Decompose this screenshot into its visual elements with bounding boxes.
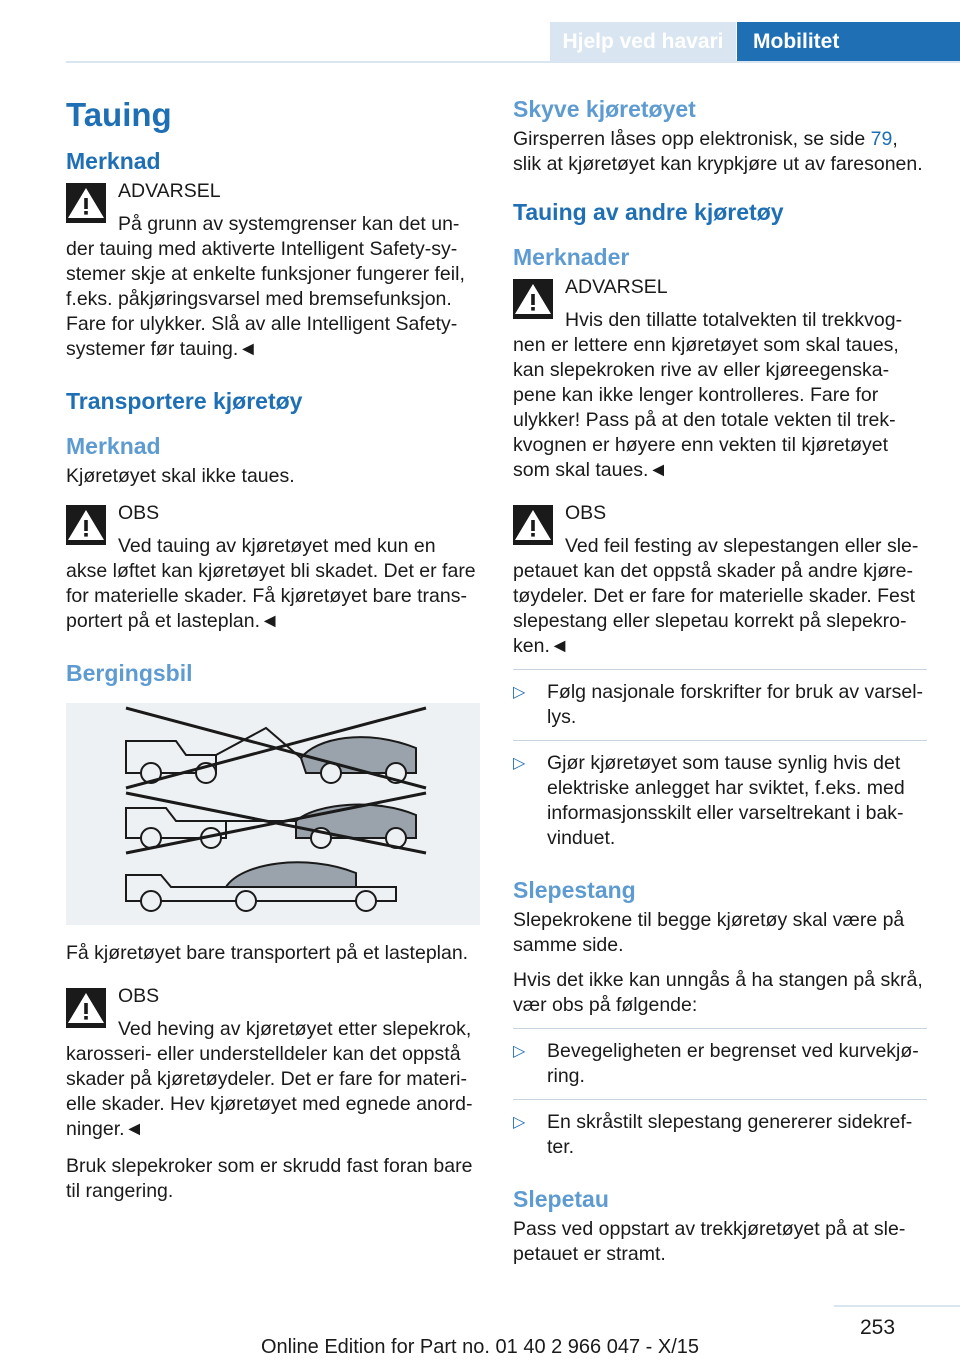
- warning-label: ADVARSEL: [118, 180, 221, 202]
- bullet-triangle-icon: ▷: [513, 684, 526, 701]
- header-chapter-tab[interactable]: Mobilitet: [737, 22, 960, 62]
- right-column: [513, 96, 927, 1267]
- transport-heading: Transportere kjøretøy: [66, 388, 303, 414]
- figure-caption: Få kjøretøyet bare transportert på et lasteplan.: [66, 942, 469, 964]
- closing-text: Bruk slepekroker som er skrudd fast foran bare til rangering.: [66, 1155, 473, 1202]
- list-item: [513, 680, 927, 730]
- warning-text: På grunn av systemgrenser kan det un-der tauing med aktiverte Intelligent Safety-sy-stemer skje at enkelte funksjoner fungerer feil, f.eks. påkjøringsvarsel med bremsefunksjon. Fare for ulykker. Slå av alle Intelligent Safety-systemer før tauing.◄: [66, 213, 465, 360]
- warning-block: [513, 275, 927, 483]
- obs-block: [66, 984, 480, 1142]
- divider: [513, 669, 927, 670]
- divider: [513, 740, 927, 741]
- slepestang-text-2: Hvis det ikke kan unngås å ha stangen på skrå, vær obs på følgende:: [513, 969, 923, 1016]
- footer-divider: [834, 1305, 960, 1307]
- page-link[interactable]: 79: [870, 128, 893, 150]
- obs-label: OBS: [565, 502, 607, 524]
- list-item: [513, 1110, 927, 1160]
- obs-block: [513, 501, 927, 659]
- list-item-text: Bevegeligheten er begrenset ved kurvekjø-ring.: [547, 1040, 919, 1087]
- warning-label: ADVARSEL: [565, 276, 668, 298]
- slepetau-heading: Slepetau: [513, 1186, 609, 1212]
- page-title: Tauing: [66, 96, 172, 133]
- warning-triangle-icon: [513, 279, 553, 319]
- obs-text: Ved feil festing av slepestangen eller sle-petauet kan det oppstå skader på andre kjøre-tøydeler. Det er fare for materielle skader. Fest slepestang eller slepetau korrekt på slepekro-ken.◄: [513, 535, 919, 657]
- merknader-heading: Merknader: [513, 244, 630, 270]
- header-section-tab[interactable]: Hjelp ved havari: [550, 22, 736, 62]
- bullet-triangle-icon: ▷: [513, 1114, 526, 1131]
- list-item-text: Gjør kjøretøyet som tause synlig hvis det elektriske anlegget har sviktet, f.eks. med informasjonsskilt eller varseltrekant i bak-vinduet.: [547, 752, 905, 849]
- merknad-subheading: Merknad: [66, 433, 161, 459]
- warning-triangle-icon: [66, 505, 106, 545]
- list-item-text: En skråstilt slepestang genererer sidekref-ter.: [547, 1111, 913, 1158]
- obs-label: OBS: [118, 985, 160, 1007]
- obs-block: [66, 501, 480, 634]
- page-number: 253: [860, 1316, 896, 1339]
- merknad-text: Kjøretøyet skal ikke taues.: [66, 465, 295, 487]
- obs-label: OBS: [118, 502, 160, 524]
- obs-text: Ved heving av kjøretøyet etter slepekrok, karosseri- eller understelldeler kan det oppstå skader på kjøretøydeler. Det er fare for materi-elle skader. Hev kjøretøyet med egnede anord-ninger.◄: [66, 1018, 473, 1140]
- left-column: [66, 96, 480, 1204]
- header-divider: [66, 61, 960, 63]
- footer-edition: Online Edition for Part no. 01 40 2 966 047 - X/15: [260, 1336, 700, 1358]
- merknad-heading: Merknad: [66, 148, 161, 174]
- slepestang-heading: Slepestang: [513, 877, 636, 903]
- warning-text: Hvis den tillatte totalvekten til trekkvog-nen er lettere enn kjøretøyet som skal taues, kan slepekroken rive av eller kjøreegenska-pene kan ikke lenger kontrolleres. Fare for ulykker! Pass på at den totale vekten til trek-kvognen er høyere enn vekten til kjøretøyet som skal taues.◄: [513, 309, 903, 481]
- skyve-text-before: Girsperren låses opp elektronisk, se side: [513, 128, 871, 150]
- slepetau-text: Pass ved oppstart av trekkjøretøyet på at sle-petauet er stramt.: [513, 1218, 906, 1265]
- tauing-andre-heading: Tauing av andre kjøretøy: [513, 199, 784, 225]
- list-item: [513, 1039, 927, 1089]
- list-item-text: Følg nasjonale forskrifter for bruk av varsel-lys.: [547, 681, 924, 728]
- bullet-triangle-icon: ▷: [513, 755, 526, 772]
- slepestang-text-1: Slepekrokene til begge kjøretøy skal være på samme side.: [513, 909, 905, 956]
- bullet-triangle-icon: ▷: [513, 1043, 526, 1060]
- warning-triangle-icon: [513, 505, 553, 545]
- warning-triangle-icon: [66, 988, 106, 1028]
- bergingsbil-heading: Bergingsbil: [66, 660, 193, 686]
- skyve-text-after: , slik at kjøretøyet kan krypkjøre ut av faresonen.: [513, 128, 923, 175]
- skyve-text: [513, 127, 927, 177]
- obs-text: Ved tauing av kjøretøyet med kun en akse løftet kan kjøretøyet bli skadet. Det er fare for materielle skader. Få kjøretøyet bare trans-portert på et lasteplan.◄: [66, 535, 476, 632]
- warning-triangle-icon: [66, 183, 106, 223]
- divider: [513, 1028, 927, 1029]
- list-item: [513, 751, 927, 851]
- towing-illustration: [66, 703, 480, 925]
- divider: [513, 1099, 927, 1100]
- warning-block: [66, 179, 480, 362]
- skyve-heading: Skyve kjøretøyet: [513, 96, 696, 122]
